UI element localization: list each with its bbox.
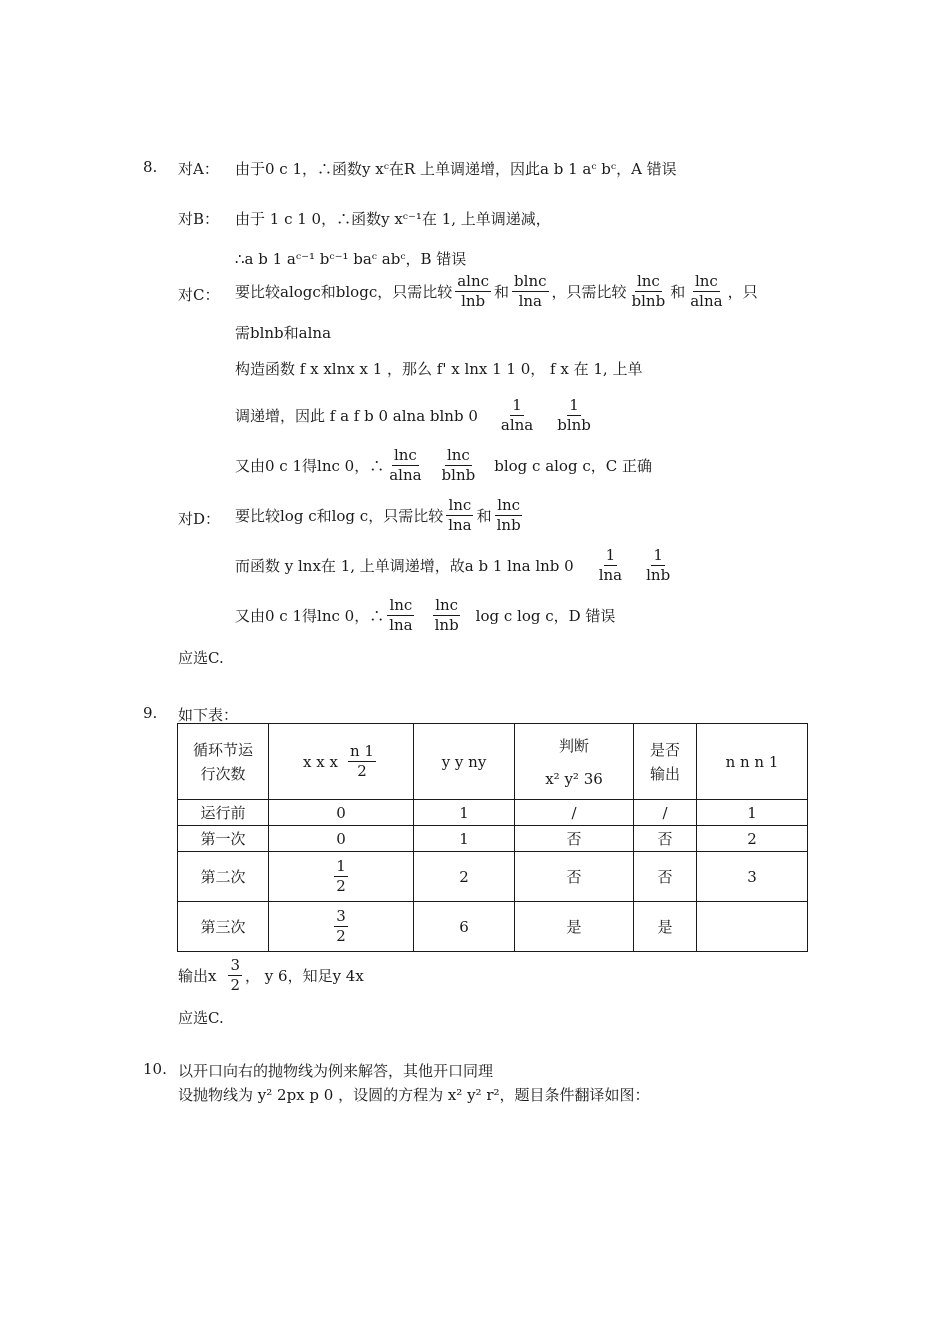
table-header-row <box>178 724 808 800</box>
table-row <box>178 826 808 852</box>
case-d-line-3-text: 又由0 c 1得lnc 0，∴ <box>235 606 385 625</box>
table-cell <box>697 902 808 952</box>
problem-8-answer: 应选C. <box>178 649 224 667</box>
header-judge: 判断 x² y² 36 <box>515 724 634 800</box>
case-c-line-4 <box>235 396 596 435</box>
table-cell: 是 <box>515 902 634 952</box>
case-b-text-1: 由于 1 c 1 0，∴函数y xᶜ⁻¹在 1, 上单调递减， <box>235 210 551 228</box>
table-cell: 否 <box>515 826 634 852</box>
problem-8-number: 8. <box>143 158 158 176</box>
case-d-line-3 <box>235 596 615 635</box>
case-d-text-1: 要比较log c和log c，只需比较 <box>235 506 444 525</box>
table-cell: 6 <box>414 902 515 952</box>
header-x-update: x x x $\frac{n 1}{2}$ <box>269 724 414 800</box>
table-cell: / <box>634 800 697 826</box>
fraction: $\frac{\ln c}{\ln b}$ <box>496 496 521 534</box>
problem-10-number: 10. <box>143 1060 167 1078</box>
case-d-line-3-end: log c log c，D 错误 <box>475 606 616 625</box>
fraction: $\frac{\ln c}{\ln a}$ <box>389 596 413 634</box>
fraction: $\frac{alnc}{\ln b}$ <box>457 272 490 310</box>
table-cell: $\frac{3}{2}$ <box>269 902 414 952</box>
case-c-line-1 <box>235 272 758 311</box>
problem-9-answer: 应选C. <box>178 1009 224 1027</box>
problem-10-line-2: 设抛物线为 y² 2px p 0 ，设圆的方程为 x² y² r²，题目条件翻译如图： <box>178 1086 650 1104</box>
header-loop-count: 循环节运行次数 <box>178 724 269 800</box>
case-d-line-2-text: 而函数 y lnx在 1, 上单调递增，故a b 1 lna lnb 0 <box>235 556 574 575</box>
fraction: $\frac{\ln c}{alna}$ <box>690 272 723 310</box>
fraction: $\frac{blnc}{\ln a}$ <box>514 272 547 310</box>
case-d-line-2 <box>235 546 675 585</box>
table-cell: 3 <box>697 852 808 902</box>
case-d-label: 对D： <box>178 510 221 528</box>
problem-9-number: 9. <box>143 704 158 722</box>
table-row <box>178 800 808 826</box>
table-cell: 1 <box>414 826 515 852</box>
table-cell: 运行前 <box>178 800 269 826</box>
fraction: $\frac{\ln c}{\ln b}$ <box>434 596 459 634</box>
table-row <box>178 902 808 952</box>
case-b-text-2: ∴a b 1 aᶜ⁻¹ bᶜ⁻¹ baᶜ abᶜ，B 错误 <box>235 250 467 268</box>
table-cell: 第一次 <box>178 826 269 852</box>
table-cell: 否 <box>634 852 697 902</box>
fraction: $\frac{\ln c}{blnb}$ <box>631 272 666 310</box>
case-d-line-1 <box>235 496 526 535</box>
header-output: 是否输出 <box>634 724 697 800</box>
problem-9-output <box>178 956 364 995</box>
fraction: $\frac{1}{\ln b}$ <box>646 546 671 584</box>
table-cell: 否 <box>515 852 634 902</box>
problem-9-intro: 如下表： <box>178 706 239 724</box>
table-cell: 第三次 <box>178 902 269 952</box>
fraction: $\frac{\ln c}{blnb}$ <box>441 446 476 484</box>
fraction: $\frac{1}{alna}$ <box>500 396 534 434</box>
table-cell: 是 <box>634 902 697 952</box>
header-n-update: n n n 1 <box>697 724 808 800</box>
table-cell: $\frac{1}{2}$ <box>269 852 414 902</box>
loop-table <box>177 723 808 952</box>
case-c-line-3: 构造函数 f x xlnx x 1 ，那么 f' x lnx 1 1 0， f x 在 1, 上单 <box>235 360 643 378</box>
case-c-text-1b: c和blog <box>312 282 369 301</box>
case-c-line-5-end: blog c alog c，C 正确 <box>494 456 652 475</box>
output-suffix: ， y 6，知足y 4x <box>245 966 364 985</box>
table-cell: / <box>515 800 634 826</box>
table-cell: 1 <box>414 800 515 826</box>
case-c-line-2: 需blnb和alna <box>235 324 332 342</box>
and-text: 和 <box>476 506 492 525</box>
problem-10-line-1: 以开口向右的抛物线为例来解答，其他开口同理 <box>178 1062 494 1080</box>
case-b-label: 对B： <box>178 210 220 228</box>
fraction: $\frac{\ln c}{\ln a}$ <box>448 496 472 534</box>
fraction: $\frac{1}{blnb}$ <box>557 396 591 434</box>
header-y-update: y y ny <box>414 724 515 800</box>
table-cell: 2 <box>414 852 515 902</box>
case-c-line-4-text: 调递增，因此 f a f b 0 alna blnb 0 <box>235 406 478 425</box>
case-a-label: 对A： <box>178 160 219 178</box>
and-text: 和 <box>670 282 686 301</box>
case-c-text-3: ，只 <box>727 282 758 301</box>
table-cell: 否 <box>634 826 697 852</box>
fraction: $\frac{1}{\ln a}$ <box>598 546 623 584</box>
case-a-text: 由于0 c 1，∴函数y xᶜ在R 上单调递增，因此a b 1 aᶜ bᶜ，A 错误 <box>235 160 677 178</box>
table-cell: 0 <box>269 800 414 826</box>
case-c-text-1: 要比较alog <box>235 282 313 301</box>
fraction: $\frac{3}{2}$ <box>230 956 241 994</box>
case-c-text-2: ，只需比较 <box>551 282 627 301</box>
case-c-line-5-text: 又由0 c 1得lnc 0，∴ <box>235 456 385 475</box>
table-cell: 1 <box>697 800 808 826</box>
table-cell: 2 <box>697 826 808 852</box>
and-text: 和 <box>494 282 510 301</box>
table-cell: 第二次 <box>178 852 269 902</box>
output-prefix: 输出x <box>178 966 217 985</box>
table-row <box>178 852 808 902</box>
table-cell: 0 <box>269 826 414 852</box>
fraction: $\frac{\ln c}{alna}$ <box>389 446 422 484</box>
case-c-text-1c: c，只需比较 <box>368 282 453 301</box>
case-c-line-5 <box>235 446 652 485</box>
case-c-label: 对C： <box>178 286 220 304</box>
